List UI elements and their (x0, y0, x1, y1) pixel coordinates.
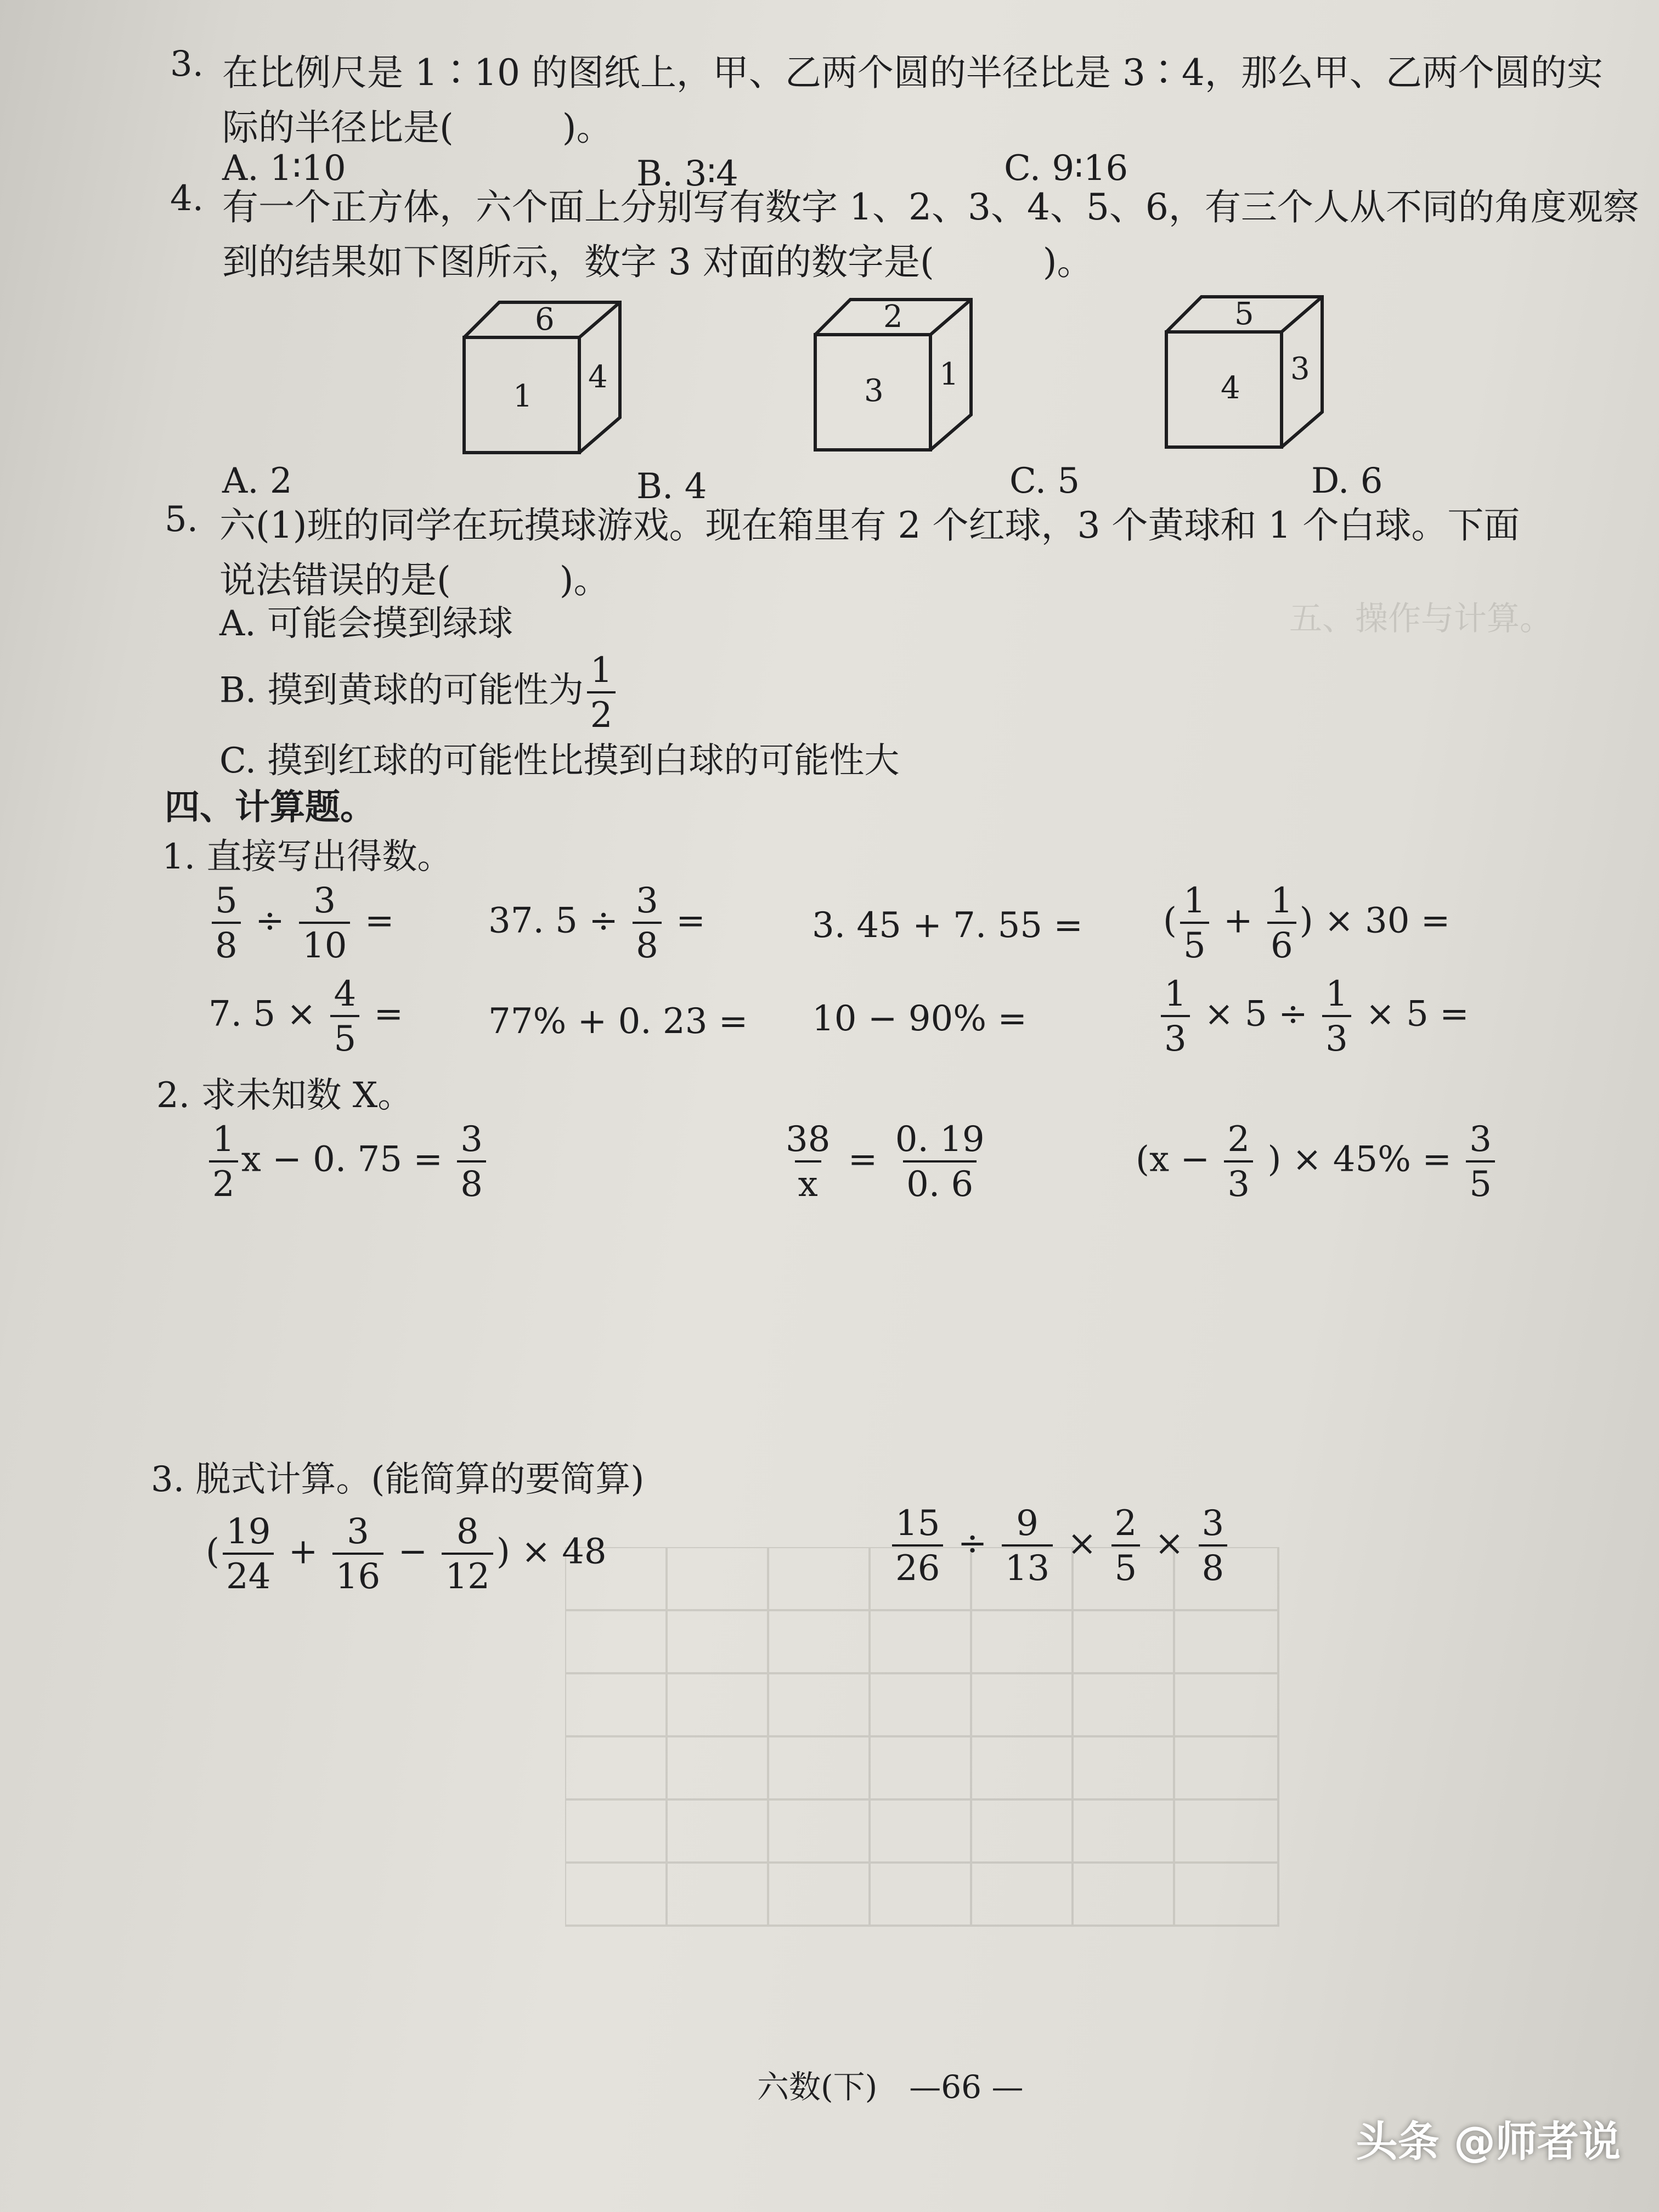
q5-option-c: C. 摸到红球的可能性比摸到白球的可能性大 (219, 741, 900, 781)
cube-1-top-label: 6 (535, 302, 555, 337)
cube-3-top-label: 5 (1234, 296, 1254, 332)
equation-1: $\frac{1}{2}$ x − 0. 75 = $\frac{3}{8}$ (206, 1122, 489, 1202)
q5-line2: 说法错误的是( )。 (219, 559, 610, 601)
q3-option-b: B. 3∶4 (636, 154, 738, 194)
calc-1: $\frac{5}{8}$ ÷ $\frac{3}{10}$ = (208, 883, 394, 963)
bleed-through-grid (565, 1547, 1284, 1931)
q4-option-a: A. 2 (222, 461, 292, 501)
cube-1-side-label: 4 (588, 359, 608, 395)
q4-option-d: D. 6 (1311, 461, 1383, 501)
q3-number: 3. (170, 44, 204, 84)
q5-option-b (219, 650, 619, 736)
page-footer: 六数(下) —66 — (757, 2068, 1024, 2106)
q5-number: 5. (165, 499, 199, 540)
q5-option-b-fraction: $\frac{1}{2}$ (587, 653, 616, 733)
section-4-2-title: 2. 求未知数 X。 (156, 1075, 413, 1116)
q3-line2: 际的半径比是( )。 (222, 106, 613, 149)
calc-5: 7. 5 × $\frac{4}{5}$ = (208, 974, 404, 1059)
q3-option-c: C. 9∶16 (1004, 148, 1128, 189)
section-4-title: 四、计算题。 (165, 787, 375, 828)
calc-3: 3. 45 + 7. 55 = (812, 905, 1083, 946)
cube-2-side-label: 1 (939, 357, 959, 392)
q4-number: 4. (170, 178, 204, 219)
q3-line1: 在比例尺是 1∶10 的图纸上，甲、乙两个圆的半径比是 3∶4，那么甲、乙两个圆的实 (222, 52, 1603, 94)
q3-option-a: A. 1∶10 (222, 148, 346, 189)
q5-option-a: A. 可能会摸到绿球 (219, 603, 513, 644)
cube-2-top-label: 2 (883, 299, 903, 335)
cube-3-front-label: 4 (1221, 370, 1240, 406)
cube-figure-1 (461, 299, 625, 458)
calc-6: 77% + 0. 23 = (488, 1001, 748, 1042)
calc-7: 10 − 90% = (812, 998, 1027, 1039)
calc-8: $\frac{1}{3}$ × 5 ÷ $\frac{1}{3}$ × 5 = (1158, 977, 1469, 1057)
cube-figure-2 (812, 296, 977, 455)
cube-1-front-label: 1 (513, 379, 533, 414)
step-calc-2: $\frac{15}{26}$ ÷ $\frac{9}{13}$ × $\frac{2}{5}$ × $\frac{3}{8}$ (889, 1506, 1231, 1586)
bleed-through-text: 五、操作与计算。 (1289, 600, 1553, 638)
q4-option-b: B. 4 (636, 466, 707, 507)
step-calc-1: ( $\frac{19}{24}$ + $\frac{3}{16}$ − $\frac{8}{12}$ ) × 48 (206, 1511, 607, 1597)
calc-4: ( $\frac{1}{5}$ + $\frac{1}{6}$ ) × 30 = (1163, 881, 1451, 966)
q4-line2: 到的结果如下图所示，数字 3 对面的数字是( )。 (222, 241, 1093, 283)
q4-line1: 有一个正方体，六个面上分别写有数字 1、2、3、4、5、6，有三个人从不同的角度观察 (222, 186, 1639, 228)
q5-line1: 六(1)班的同学在玩摸球游戏。现在箱里有 2 个红球，3 个黄球和 1 个白球。下面 (219, 504, 1520, 546)
source-watermark: 头条 @师者说 (1356, 2117, 1621, 2166)
q4-option-c: C. 5 (1009, 461, 1080, 501)
section-4-1-title: 1. 直接写出得数。 (162, 837, 453, 877)
section-4-3-title: 3. 脱式计算。(能简算的要简算) (151, 1459, 645, 1500)
cube-2-front-label: 3 (864, 373, 884, 409)
q5-option-b-text: B. 摸到黄球的可能性为 (219, 670, 584, 711)
equation-3: (x − $\frac{2}{3}$ ) × 45% = $\frac{3}{5}$ (1136, 1122, 1498, 1202)
calc-2: 37. 5 ÷ $\frac{3}{8}$ = (488, 881, 706, 966)
equation-2: $\frac{38}{x}$ = $\frac{0. 19}{0. 6}$ (786, 1119, 985, 1205)
cube-figure-3 (1163, 294, 1328, 453)
cube-3-side-label: 3 (1290, 351, 1310, 387)
